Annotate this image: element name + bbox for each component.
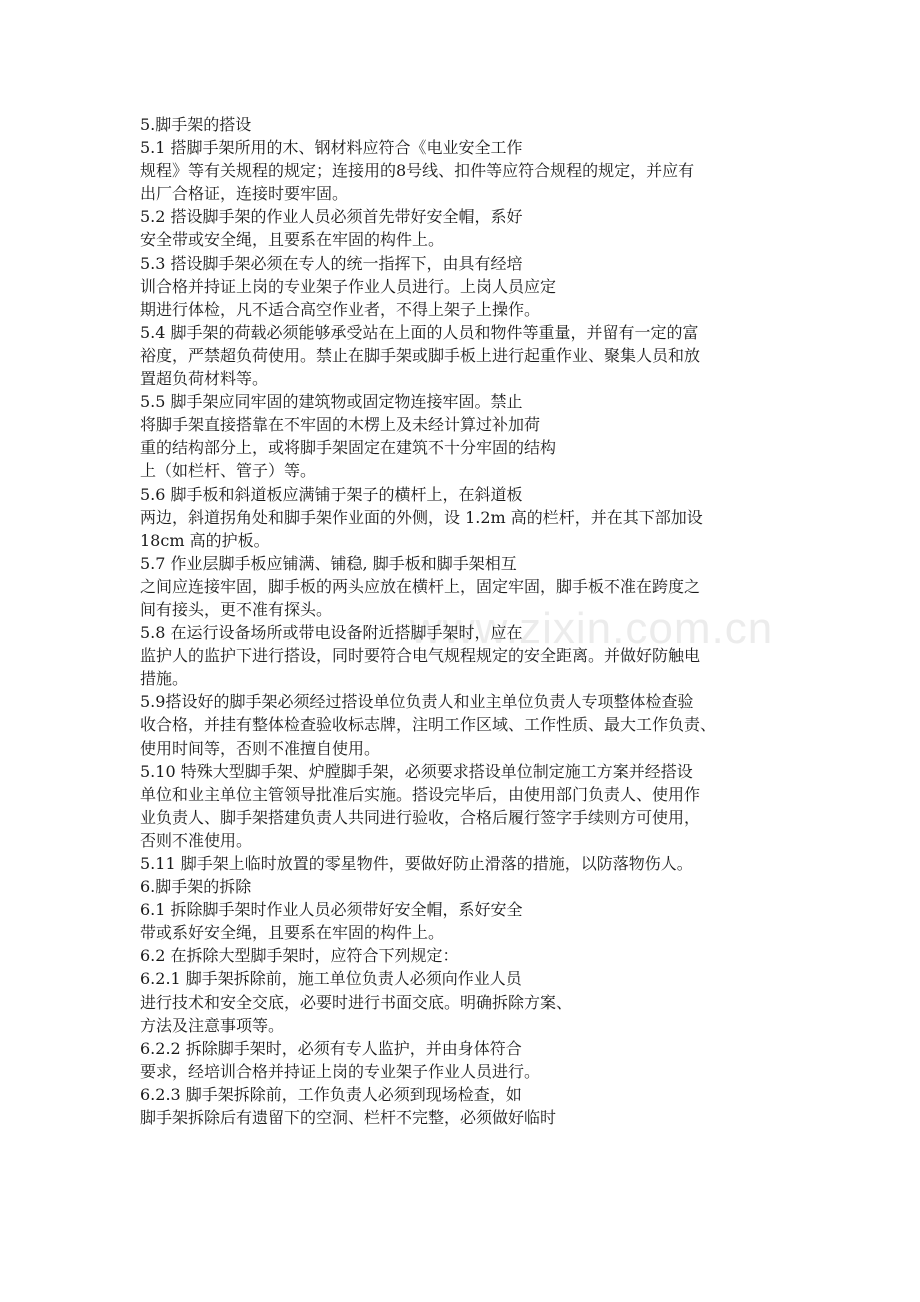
document-line: 5.10 特殊大型脚手架、炉膛脚手架，必须要求搭设单位制定施工方案并经搭设	[140, 761, 693, 781]
document-line: 6.2 在拆除大型脚手架时，应符合下列规定：	[140, 946, 459, 966]
document-line: 5.2 搭设脚手架的作业人员必须首先带好安全帽，系好	[140, 207, 523, 227]
document-line: 否则不准使用。	[140, 830, 253, 850]
document-line: 5.6 脚手板和斜道板应满铺于架子的横杆上，在斜道板	[140, 484, 523, 504]
document-line: 5.9搭设好的脚手架必须经过搭设单位负责人和业主单位负责人专项整体检查验	[140, 692, 694, 712]
document-line: 监护人的监护下进行搭设，同时要符合电气规程规定的安全距离。并做好防触电	[140, 646, 701, 666]
document-line: 出厂合格证，连接时要牢固。	[140, 184, 349, 204]
document-line: 6.脚手架的拆除	[140, 877, 252, 897]
document-line: 要求，经培训合格并持证上岗的专业架子作业人员进行。	[140, 1061, 541, 1081]
document-line: 5.7 作业层脚手板应铺满、铺稳, 脚手板和脚手架相互	[140, 553, 517, 573]
document-line: 带或系好安全绳，且要系在牢固的构件上。	[140, 923, 445, 943]
document-line: 期进行体检，凡不适合高空作业者，不得上架子上操作。	[140, 299, 541, 319]
document-line: 业负责人、脚手架搭建负责人共同进行验收，合格后履行签字手续则方可使用，	[140, 807, 701, 827]
document-line: 6.1 拆除脚手架时作业人员必须带好安全帽，系好安全	[140, 900, 523, 920]
document-line: 重的结构部分上，或将脚手架固定在建筑不十分牢固的结构	[140, 438, 557, 458]
document-line: 训合格并持证上岗的专业架子作业人员进行。上岗人员应定	[140, 276, 557, 296]
document-line: 5.8 在运行设备场所或带电设备附近搭脚手架时，应在	[140, 623, 523, 643]
document-line: 脚手架拆除后有遗留下的空洞、栏杆不完整，必须做好临时	[140, 1108, 557, 1128]
document-line: 5.3 搭设脚手架必须在专人的统一指挥下，由具有经培	[140, 253, 523, 273]
document-line: 5.4 脚手架的荷载必须能够承受站在上面的人员和物件等重量，并留有一定的富	[140, 322, 699, 342]
watermark-text: www.zixin.com.cn	[410, 604, 774, 653]
document-line: 将脚手架直接搭靠在不牢固的木楞上及未经计算过补加荷	[140, 415, 541, 435]
document-line: 方法及注意事项等。	[140, 1015, 285, 1035]
document-body	[140, 113, 800, 1129]
document-line: 上（如栏杆、管子）等。	[140, 461, 317, 481]
document-line: 规程》等有关规程的规定；连接用的8号线、扣件等应符合规程的规定，并应有	[140, 161, 695, 181]
document-line: 6.2.1 脚手架拆除前，施工单位负责人必须向作业人员	[140, 969, 522, 989]
document-line: 进行技术和安全交底，必要时进行书面交底。明确拆除方案、	[140, 992, 573, 1012]
document-line: 5.11 脚手架上临时放置的零星物件，要做好防止滑落的措施，以防落物伤人。	[140, 854, 693, 873]
document-line: 裕度，严禁超负荷使用。禁止在脚手架或脚手板上进行起重作业、聚集人员和放	[140, 345, 701, 365]
document-line: 收合格，并挂有整体检查验收标志牌，注明工作区域、工作性质、最大工作负责、	[140, 715, 717, 735]
document-line: 5.脚手架的搭设	[140, 115, 252, 134]
document-line: 使用时间等，否则不准擅自使用。	[140, 738, 381, 758]
document-line: 间有接头，更不准有探头。	[140, 599, 333, 619]
document-line: 安全带或安全绳，且要系在牢固的构件上。	[140, 230, 445, 250]
document-line: 置超负荷材料等。	[140, 369, 269, 389]
document-line: 之间应连接牢固，脚手板的两头应放在横杆上，固定牢固，脚手板不准在跨度之	[140, 576, 701, 596]
document-line: 5.5 脚手架应同牢固的建筑物或固定物连接牢固。禁止	[140, 392, 523, 412]
document-line: 两边，斜道拐角处和脚手架作业面的外侧，设 1.2m 高的栏杆，并在其下部加设	[140, 507, 703, 527]
document-line: 5.1 搭脚手架所用的木、钢材料应符合《电业安全工作	[140, 138, 523, 158]
document-line: 单位和业主单位主管领导批准后实施。搭设完毕后，由使用部门负责人、使用作	[140, 784, 701, 804]
document-line: 18cm 高的护板。	[140, 530, 270, 550]
document-line: 6.2.2 拆除脚手架时，必须有专人监护，并由身体符合	[140, 1038, 522, 1058]
document-line: 措施。	[140, 669, 189, 689]
document-line: 6.2.3 脚手架拆除前，工作负责人必须到现场检查，如	[140, 1084, 522, 1104]
